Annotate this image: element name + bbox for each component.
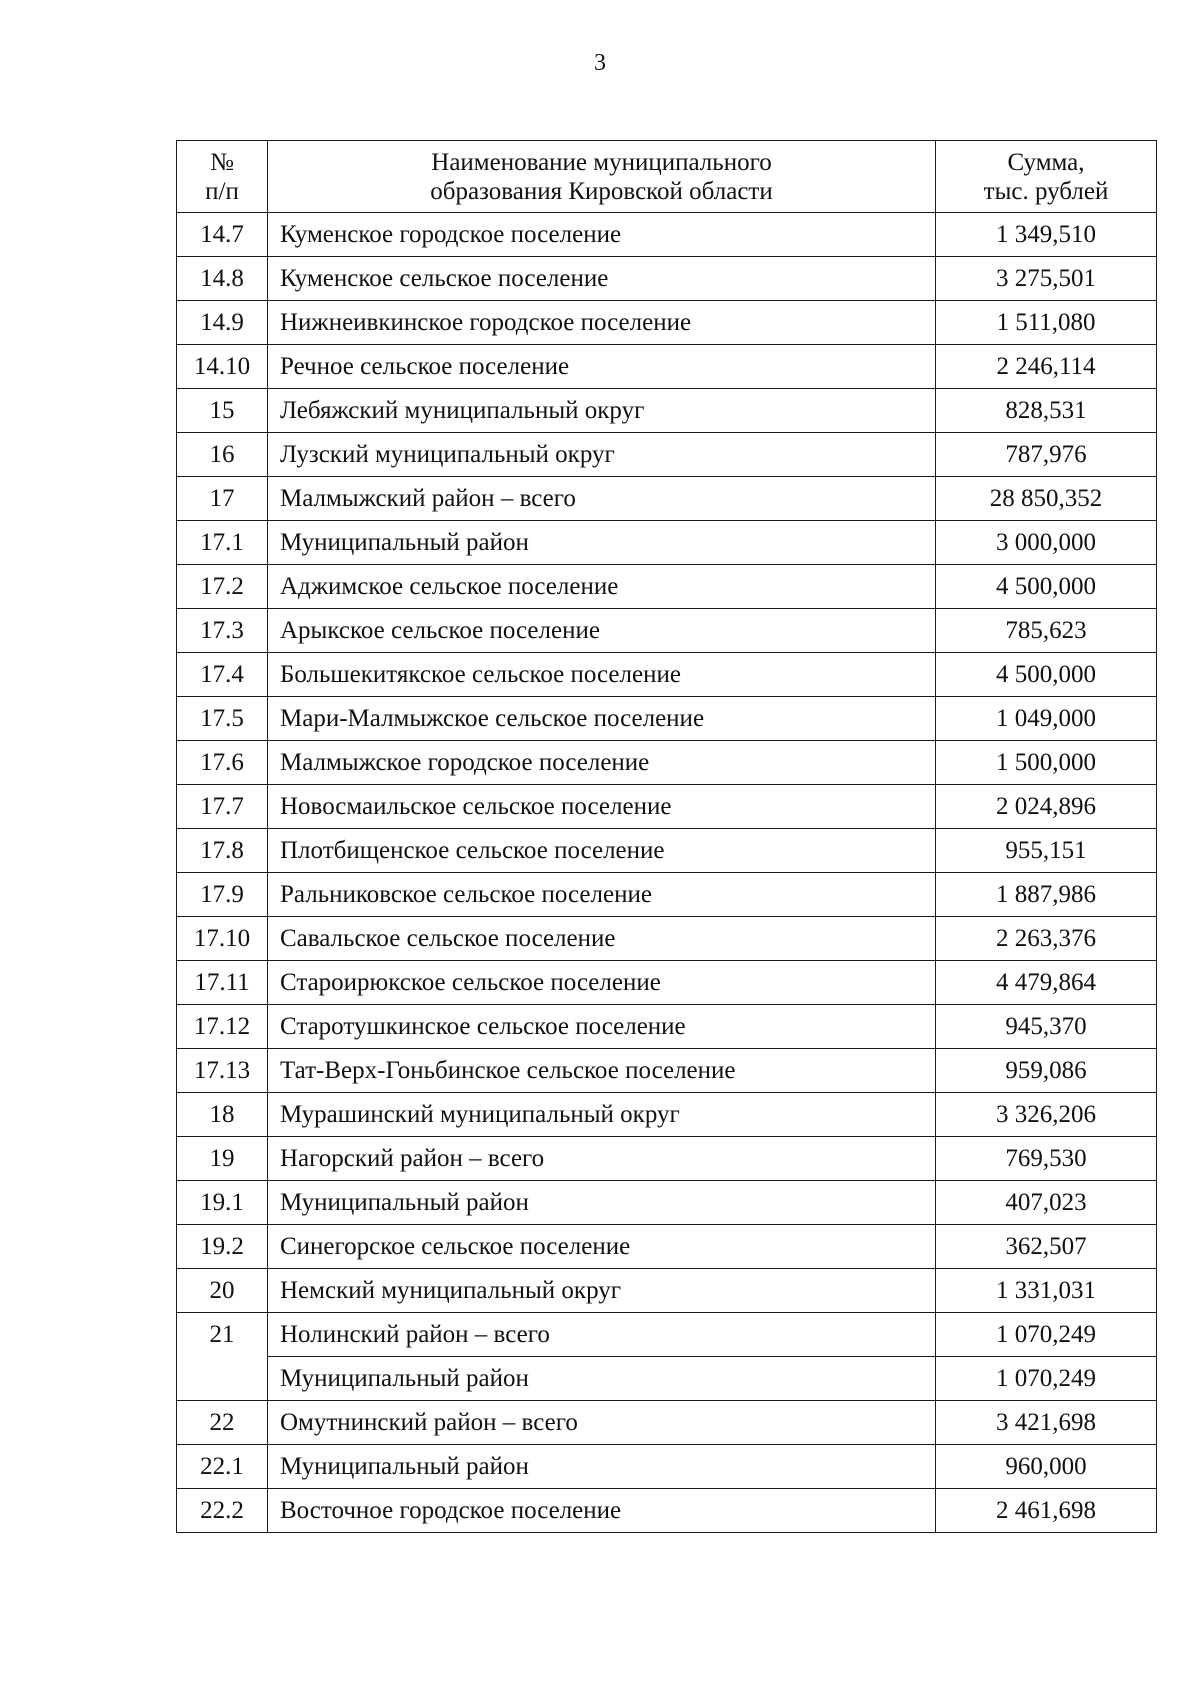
row-name: Староирюкское сельское поселение (268, 961, 936, 1005)
row-name: Старотушкинское сельское поселение (268, 1005, 936, 1049)
header-name-line2: образования Кировской области (430, 177, 773, 205)
table-row (177, 829, 1157, 873)
row-name: Плотбищенское сельское поселение (268, 829, 936, 873)
table-row (177, 917, 1157, 961)
row-name: Малмыжский район – всего (268, 477, 936, 521)
table-row (177, 697, 1157, 741)
row-name: Аджимское сельское поселение (268, 565, 936, 609)
row-name: Немский муниципальный округ (268, 1269, 936, 1313)
row-name: Ральниковское сельское поселение (268, 873, 936, 917)
row-sum: 945,370 (936, 1005, 1157, 1049)
table-row (177, 521, 1157, 565)
table-row (177, 1313, 1157, 1357)
row-sum: 3 000,000 (936, 521, 1157, 565)
row-name: Муниципальный район (268, 1181, 936, 1225)
row-name: Нагорский район – всего (268, 1137, 936, 1181)
row-name: Нолинский район – всего (268, 1313, 936, 1357)
row-number: 17.1 (177, 521, 268, 565)
row-sum: 785,623 (936, 609, 1157, 653)
table-row (177, 1445, 1157, 1489)
row-number: 17.9 (177, 873, 268, 917)
row-number: 17.5 (177, 697, 268, 741)
row-sum: 769,530 (936, 1137, 1157, 1181)
row-sum: 4 500,000 (936, 653, 1157, 697)
table-row (177, 477, 1157, 521)
row-name: Муниципальный район (268, 1445, 936, 1489)
row-number: 17.6 (177, 741, 268, 785)
row-number: 19 (177, 1137, 268, 1181)
row-name: Мурашинский муниципальный округ (268, 1093, 936, 1137)
row-name: Малмыжское городское поселение (268, 741, 936, 785)
row-name: Куменское городское поселение (268, 213, 936, 257)
row-number: 17.11 (177, 961, 268, 1005)
row-number: 17.8 (177, 829, 268, 873)
row-number: 21 (177, 1313, 268, 1357)
row-number: 18 (177, 1093, 268, 1137)
row-name: Мари-Малмыжское сельское поселение (268, 697, 936, 741)
row-sum: 3 326,206 (936, 1093, 1157, 1137)
row-name: Нижнеивкинское городское поселение (268, 301, 936, 345)
row-sum: 2 024,896 (936, 785, 1157, 829)
row-name: Речное сельское поселение (268, 345, 936, 389)
row-number: 17.13 (177, 1049, 268, 1093)
row-sum: 4 479,864 (936, 961, 1157, 1005)
table-row (177, 873, 1157, 917)
table-row (177, 301, 1157, 345)
table-row (177, 213, 1157, 257)
table-row (177, 961, 1157, 1005)
row-number: 14.7 (177, 213, 268, 257)
row-number: 14.8 (177, 257, 268, 301)
table-row (177, 1093, 1157, 1137)
row-number: 20 (177, 1269, 268, 1313)
table-row (177, 1357, 1157, 1401)
row-number: 14.9 (177, 301, 268, 345)
row-name: Куменское сельское поселение (268, 257, 936, 301)
row-name: Савальское сельское поселение (268, 917, 936, 961)
header-number-line1: № (210, 148, 234, 176)
header-sum-line1: Сумма, (1007, 148, 1085, 176)
row-sum: 362,507 (936, 1225, 1157, 1269)
row-sum: 1 500,000 (936, 741, 1157, 785)
header-sum-line2: тыс. рублей (983, 177, 1109, 205)
row-number: 16 (177, 433, 268, 477)
table-row (177, 1137, 1157, 1181)
row-number: 19.2 (177, 1225, 268, 1269)
table-row (177, 1049, 1157, 1093)
table-row (177, 1401, 1157, 1445)
row-number: 22 (177, 1401, 268, 1445)
header-number (177, 141, 268, 213)
row-sum: 828,531 (936, 389, 1157, 433)
row-number: 17.10 (177, 917, 268, 961)
table-row (177, 741, 1157, 785)
row-name: Лебяжский муниципальный округ (268, 389, 936, 433)
row-name: Омутнинский район – всего (268, 1401, 936, 1445)
row-name: Тат-Верх-Гоньбинское сельское поселение (268, 1049, 936, 1093)
table-row (177, 1489, 1157, 1533)
row-name: Муниципальный район (268, 1357, 936, 1401)
table-row (177, 1269, 1157, 1313)
row-sum: 955,151 (936, 829, 1157, 873)
row-sum: 1 070,249 (936, 1313, 1157, 1357)
row-number: 17 (177, 477, 268, 521)
row-sum: 2 246,114 (936, 345, 1157, 389)
row-number (177, 1357, 268, 1401)
table-row (177, 389, 1157, 433)
row-sum: 960,000 (936, 1445, 1157, 1489)
row-number: 22.2 (177, 1489, 268, 1533)
row-name: Синегорское сельское поселение (268, 1225, 936, 1269)
table-row (177, 1005, 1157, 1049)
row-number: 17.3 (177, 609, 268, 653)
row-sum: 28 850,352 (936, 477, 1157, 521)
row-sum: 1 349,510 (936, 213, 1157, 257)
table-row (177, 785, 1157, 829)
row-number: 17.12 (177, 1005, 268, 1049)
row-sum: 1 049,000 (936, 697, 1157, 741)
row-sum: 2 461,698 (936, 1489, 1157, 1533)
row-number: 17.4 (177, 653, 268, 697)
row-sum: 1 887,986 (936, 873, 1157, 917)
table-row (177, 1181, 1157, 1225)
header-number-line2: п/п (205, 177, 239, 205)
row-name: Лузский муниципальный округ (268, 433, 936, 477)
row-number: 17.2 (177, 565, 268, 609)
row-name: Арыкское сельское поселение (268, 609, 936, 653)
row-name: Муниципальный район (268, 521, 936, 565)
row-sum: 3 275,501 (936, 257, 1157, 301)
row-sum: 4 500,000 (936, 565, 1157, 609)
row-number: 15 (177, 389, 268, 433)
table-row (177, 1225, 1157, 1269)
table-row (177, 257, 1157, 301)
row-name: Большекитякское сельское поселение (268, 653, 936, 697)
row-name: Восточное городское поселение (268, 1489, 936, 1533)
row-sum: 3 421,698 (936, 1401, 1157, 1445)
header-name-line1: Наименование муниципального (431, 148, 772, 176)
table-row (177, 653, 1157, 697)
row-sum: 2 263,376 (936, 917, 1157, 961)
header-sum (936, 141, 1157, 213)
row-name: Новосмаильское сельское поселение (268, 785, 936, 829)
header-name (268, 141, 936, 213)
table-header-row (177, 141, 1157, 213)
page-number: 3 (594, 50, 606, 76)
table-row (177, 345, 1157, 389)
row-sum: 787,976 (936, 433, 1157, 477)
row-sum: 959,086 (936, 1049, 1157, 1093)
row-number: 19.1 (177, 1181, 268, 1225)
row-sum: 1 331,031 (936, 1269, 1157, 1313)
row-sum: 1 070,249 (936, 1357, 1157, 1401)
table-row (177, 565, 1157, 609)
row-number: 22.1 (177, 1445, 268, 1489)
row-sum: 407,023 (936, 1181, 1157, 1225)
row-number: 17.7 (177, 785, 268, 829)
row-number: 14.10 (177, 345, 268, 389)
table-row (177, 433, 1157, 477)
table-row (177, 609, 1157, 653)
row-sum: 1 511,080 (936, 301, 1157, 345)
funding-table (176, 140, 1157, 1533)
